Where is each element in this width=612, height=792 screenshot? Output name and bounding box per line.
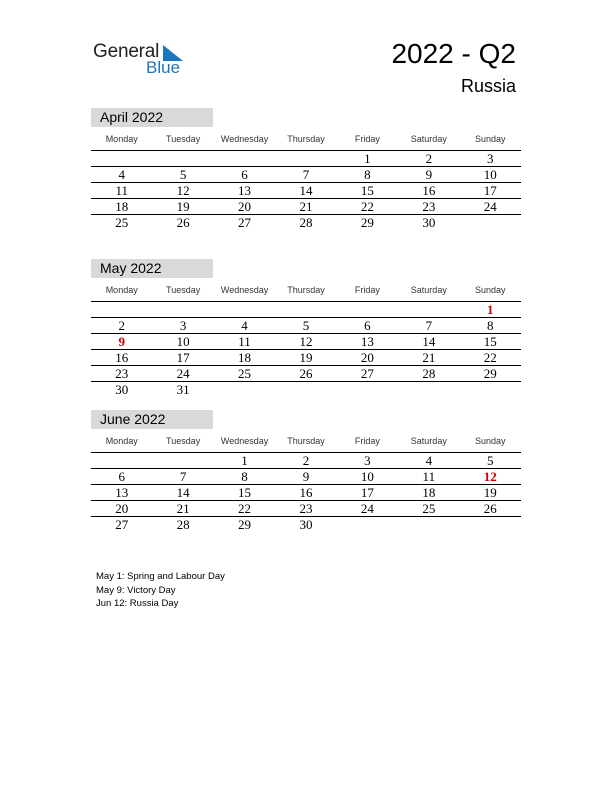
day-cell: 22 bbox=[483, 349, 497, 365]
day-cell: 22 bbox=[360, 198, 374, 214]
day-cell: 11 bbox=[422, 468, 436, 484]
day-cell: 23 bbox=[299, 500, 313, 516]
day-cell: 2 bbox=[425, 150, 433, 166]
day-cell: 5 bbox=[486, 452, 494, 468]
day-cell: 13 bbox=[360, 333, 374, 349]
month-may bbox=[91, 259, 521, 398]
day-cell: 18 bbox=[115, 198, 129, 214]
day-cell: 24 bbox=[483, 198, 497, 214]
day-cell: 21 bbox=[422, 349, 436, 365]
day-cell: 10 bbox=[360, 468, 374, 484]
day-cell: 29 bbox=[360, 215, 374, 230]
week-row bbox=[91, 215, 521, 231]
day-cell: 14 bbox=[176, 484, 190, 500]
week-grid bbox=[91, 301, 521, 398]
day-cell: 15 bbox=[238, 484, 252, 500]
day-cell: 18 bbox=[422, 484, 436, 500]
week-row bbox=[91, 517, 521, 533]
day-cell: 15 bbox=[360, 182, 374, 198]
holiday-day-cell: 9 bbox=[118, 333, 125, 349]
weekday-label: Monday bbox=[105, 133, 138, 144]
day-cell: 9 bbox=[425, 166, 433, 182]
day-cell: 16 bbox=[299, 484, 313, 500]
holiday-note: May 9: Victory Day bbox=[96, 584, 176, 596]
week-grid bbox=[91, 452, 521, 533]
day-cell: 6 bbox=[364, 317, 371, 333]
weekday-header bbox=[91, 278, 521, 301]
day-cell: 27 bbox=[238, 215, 252, 230]
day-cell: 30 bbox=[115, 382, 129, 397]
week-row bbox=[91, 485, 521, 501]
week-row bbox=[91, 469, 521, 485]
day-cell: 8 bbox=[241, 468, 248, 484]
day-cell: 29 bbox=[483, 365, 497, 381]
day-cell: 26 bbox=[299, 365, 313, 381]
day-cell: 21 bbox=[176, 500, 190, 516]
quarter-title: 2022 - Q2 bbox=[391, 38, 516, 69]
week-row bbox=[91, 382, 521, 398]
day-cell: 22 bbox=[238, 500, 252, 516]
month-april bbox=[91, 108, 521, 231]
weekday-label: Thursday bbox=[287, 284, 325, 295]
day-cell: 6 bbox=[241, 166, 248, 182]
day-cell: 15 bbox=[483, 333, 497, 349]
country-name: Russia bbox=[460, 76, 516, 96]
weekday-label: Saturday bbox=[410, 284, 447, 295]
month-june bbox=[91, 410, 521, 533]
day-cell: 30 bbox=[422, 215, 436, 230]
weekday-label: Friday bbox=[354, 284, 380, 295]
weekday-label: Wednesday bbox=[220, 435, 269, 446]
weekday-label: Sunday bbox=[474, 435, 506, 446]
day-cell: 2 bbox=[118, 317, 125, 333]
generalblue-logo bbox=[93, 41, 193, 81]
weekday-label: Thursday bbox=[287, 133, 325, 144]
day-cell: 2 bbox=[302, 452, 310, 468]
day-cell: 11 bbox=[115, 182, 128, 198]
day-cell: 23 bbox=[115, 365, 129, 381]
month-label: June 2022 bbox=[91, 410, 213, 429]
week-row bbox=[91, 453, 521, 469]
logo-text-general: General bbox=[93, 41, 160, 62]
day-cell: 28 bbox=[299, 215, 313, 230]
logo-text-blue: Blue bbox=[146, 58, 181, 77]
day-cell: 16 bbox=[115, 349, 129, 365]
weekday-label: Monday bbox=[105, 284, 138, 295]
month-label: April 2022 bbox=[91, 108, 213, 127]
week-row bbox=[91, 350, 521, 366]
day-cell: 18 bbox=[238, 349, 252, 365]
week-row bbox=[91, 199, 521, 215]
day-cell: 20 bbox=[360, 349, 374, 365]
day-cell: 24 bbox=[176, 365, 190, 381]
day-cell: 8 bbox=[486, 317, 494, 333]
month-label: May 2022 bbox=[91, 259, 213, 278]
holiday-note: Jun 12: Russia Day bbox=[96, 598, 179, 609]
day-cell: 24 bbox=[360, 500, 374, 516]
day-cell: 14 bbox=[422, 333, 436, 349]
day-cell: 4 bbox=[425, 452, 433, 468]
day-cell: 16 bbox=[422, 182, 436, 198]
day-cell: 7 bbox=[425, 317, 433, 333]
weekday-label: Saturday bbox=[410, 435, 447, 446]
day-cell: 6 bbox=[118, 468, 125, 484]
day-cell: 10 bbox=[483, 166, 497, 182]
day-cell: 27 bbox=[360, 365, 374, 381]
day-cell: 12 bbox=[299, 333, 313, 349]
day-cell: 26 bbox=[483, 500, 497, 516]
day-cell: 19 bbox=[176, 198, 190, 214]
week-grid bbox=[91, 150, 521, 231]
weekday-label: Friday bbox=[354, 133, 380, 144]
day-cell: 5 bbox=[302, 317, 310, 333]
day-cell: 4 bbox=[118, 166, 125, 182]
day-cell: 28 bbox=[422, 365, 436, 381]
weekday-label: Monday bbox=[105, 435, 138, 446]
weekday-label: Wednesday bbox=[220, 133, 269, 144]
day-cell: 25 bbox=[238, 365, 252, 381]
weekday-label: Tuesday bbox=[166, 435, 201, 446]
day-cell: 17 bbox=[176, 349, 190, 365]
day-cell: 3 bbox=[486, 150, 494, 166]
day-cell: 14 bbox=[299, 182, 313, 198]
week-row bbox=[91, 334, 521, 350]
day-cell: 1 bbox=[364, 150, 371, 166]
weekday-label: Thursday bbox=[287, 435, 325, 446]
day-cell: 19 bbox=[299, 349, 313, 365]
day-cell: 27 bbox=[115, 517, 129, 532]
week-row bbox=[91, 501, 521, 517]
day-cell: 11 bbox=[238, 333, 251, 349]
day-cell: 26 bbox=[176, 215, 190, 230]
day-cell: 20 bbox=[238, 198, 252, 214]
day-cell: 7 bbox=[302, 166, 310, 182]
day-cell: 8 bbox=[364, 166, 371, 182]
day-cell: 23 bbox=[422, 198, 436, 214]
day-cell: 25 bbox=[115, 215, 129, 230]
day-cell: 3 bbox=[179, 317, 187, 333]
weekday-label: Tuesday bbox=[166, 133, 201, 144]
weekday-label: Saturday bbox=[410, 133, 447, 144]
day-cell: 17 bbox=[483, 182, 497, 198]
weekday-label: Tuesday bbox=[166, 284, 201, 295]
holiday-notes bbox=[96, 570, 225, 611]
day-cell: 3 bbox=[364, 452, 371, 468]
week-row bbox=[91, 318, 521, 334]
week-row bbox=[91, 302, 521, 318]
day-cell: 5 bbox=[179, 166, 187, 182]
day-cell: 13 bbox=[238, 182, 252, 198]
day-cell: 25 bbox=[422, 500, 436, 516]
day-cell: 10 bbox=[176, 333, 190, 349]
day-cell: 7 bbox=[179, 468, 187, 484]
day-cell: 1 bbox=[241, 452, 248, 468]
holiday-note: May 1: Spring and Labour Day bbox=[96, 571, 225, 582]
weekday-label: Friday bbox=[354, 435, 380, 446]
day-cell: 17 bbox=[360, 484, 374, 500]
weekday-header bbox=[91, 429, 521, 452]
day-cell: 31 bbox=[176, 382, 190, 397]
day-cell: 13 bbox=[115, 484, 129, 500]
holiday-day-cell: 1 bbox=[486, 301, 494, 317]
day-cell: 19 bbox=[483, 484, 497, 500]
weekday-label: Sunday bbox=[474, 133, 506, 144]
weekday-label: Wednesday bbox=[220, 284, 269, 295]
holiday-day-cell: 12 bbox=[483, 468, 497, 484]
day-cell: 9 bbox=[302, 468, 310, 484]
day-cell: 21 bbox=[299, 198, 313, 214]
weekday-label: Sunday bbox=[474, 284, 506, 295]
week-row bbox=[91, 183, 521, 199]
day-cell: 20 bbox=[115, 500, 129, 516]
week-row bbox=[91, 151, 521, 167]
week-row bbox=[91, 167, 521, 183]
day-cell: 4 bbox=[241, 317, 248, 333]
day-cell: 29 bbox=[238, 517, 252, 532]
day-cell: 12 bbox=[176, 182, 190, 198]
weekday-header bbox=[91, 127, 521, 150]
week-row bbox=[91, 366, 521, 382]
day-cell: 28 bbox=[176, 517, 190, 532]
day-cell: 30 bbox=[299, 517, 313, 532]
